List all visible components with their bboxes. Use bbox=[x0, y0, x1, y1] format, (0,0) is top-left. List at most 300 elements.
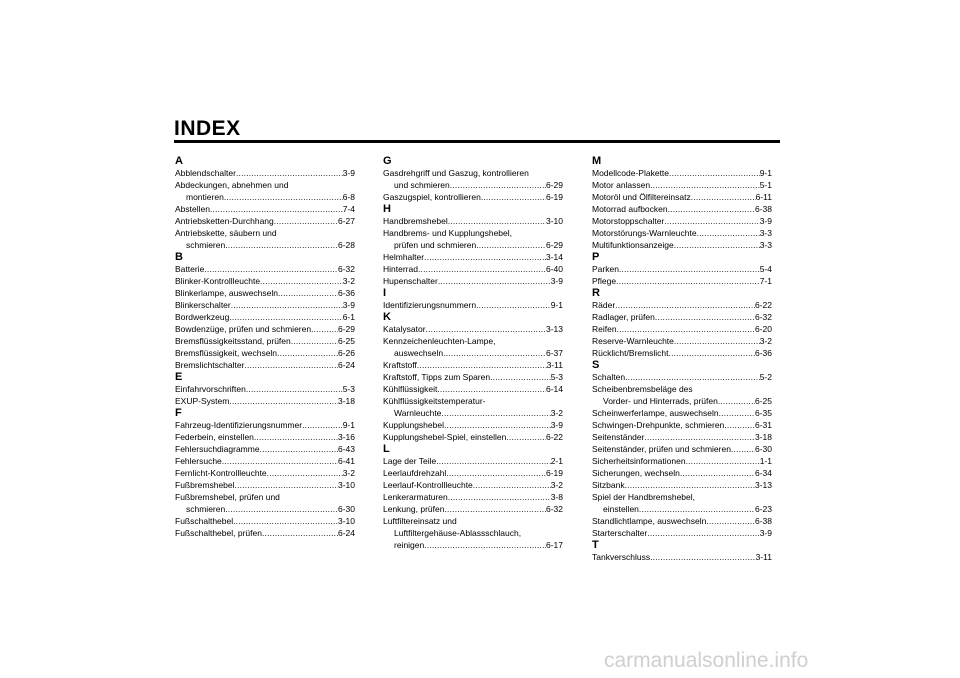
index-entry-text: Vorder- und Hinterrads, prüfen bbox=[603, 396, 718, 406]
leader-dots bbox=[619, 263, 760, 275]
index-entry-text: schmieren bbox=[186, 504, 226, 514]
leader-dots bbox=[669, 347, 755, 359]
leader-dots bbox=[668, 203, 755, 215]
index-page-number: 6-28 bbox=[337, 240, 355, 250]
leader-dots bbox=[204, 263, 338, 275]
index-entry bbox=[175, 347, 355, 359]
index-entry-line bbox=[592, 311, 772, 323]
index-entry-text: Bremsflüssigkeitsstand, prüfen bbox=[175, 336, 291, 346]
index-entry-line bbox=[175, 179, 355, 191]
index-page-number: 2-1 bbox=[550, 456, 563, 466]
index-page-number: 6-14 bbox=[545, 384, 563, 394]
index-entry bbox=[592, 515, 772, 527]
index-page-number: 3-3 bbox=[759, 228, 772, 238]
title-rule bbox=[174, 140, 780, 143]
index-entry bbox=[592, 227, 772, 239]
leader-dots bbox=[617, 323, 755, 335]
leader-dots bbox=[724, 419, 755, 431]
leader-dots bbox=[674, 239, 760, 251]
index-entry bbox=[175, 431, 355, 443]
index-entry-line bbox=[175, 335, 355, 347]
index-page-number: 3-2 bbox=[759, 336, 772, 346]
index-entry-line bbox=[383, 227, 563, 239]
index-entry bbox=[383, 371, 563, 383]
index-entry bbox=[383, 455, 563, 467]
index-page-number: 3-10 bbox=[337, 516, 355, 526]
index-entry-line bbox=[592, 299, 772, 311]
index-entry-text: Seitenständer bbox=[592, 432, 645, 442]
index-entry bbox=[592, 167, 772, 179]
index-entry-text: Reserve-Warnleuchte bbox=[592, 336, 674, 346]
index-entry-text: Standlichtlampe, auswechseln bbox=[592, 516, 707, 526]
index-entry-line bbox=[592, 371, 772, 383]
watermark: carmanualsonline.info bbox=[604, 649, 809, 672]
leader-dots bbox=[481, 191, 546, 203]
leader-dots bbox=[444, 503, 546, 515]
index-entry-line bbox=[383, 263, 563, 275]
index-entry-line bbox=[175, 227, 355, 239]
index-entry-line bbox=[175, 287, 355, 299]
index-column-1 bbox=[175, 155, 355, 539]
leader-dots bbox=[441, 407, 550, 419]
index-page-number: 6-8 bbox=[342, 192, 355, 202]
leader-dots bbox=[437, 383, 546, 395]
index-letter-heading: R bbox=[592, 287, 600, 299]
leader-dots bbox=[229, 311, 342, 323]
leader-dots bbox=[225, 503, 338, 515]
index-entry-text: Starterschalter bbox=[592, 528, 648, 538]
index-entry-line bbox=[175, 515, 355, 527]
index-page-number: 3-9 bbox=[342, 168, 355, 178]
index-entry bbox=[383, 227, 563, 251]
index-column-3 bbox=[592, 155, 772, 563]
index-entry-line bbox=[592, 383, 772, 395]
leader-dots bbox=[664, 215, 759, 227]
leader-dots bbox=[278, 287, 338, 299]
index-entry-line bbox=[592, 395, 772, 407]
index-entry bbox=[383, 251, 563, 263]
index-entry-text: Fehlersuche bbox=[175, 456, 222, 466]
index-entry-line bbox=[592, 551, 772, 563]
index-page-number: 6-29 bbox=[545, 180, 563, 190]
index-entry-line bbox=[383, 275, 563, 287]
index-entry-line bbox=[175, 503, 355, 515]
leader-dots bbox=[277, 347, 338, 359]
index-page-number: 6-20 bbox=[754, 324, 772, 334]
leader-dots bbox=[438, 275, 551, 287]
index-entry bbox=[175, 215, 355, 227]
index-entry-line bbox=[592, 515, 772, 527]
index-entry bbox=[175, 515, 355, 527]
index-entry bbox=[592, 323, 772, 335]
index-entry-line bbox=[383, 251, 563, 263]
leader-dots bbox=[302, 419, 343, 431]
index-entry bbox=[175, 227, 355, 251]
index-letter-heading: I bbox=[383, 287, 387, 299]
index-entry bbox=[592, 263, 772, 275]
index-entry-line bbox=[592, 431, 772, 443]
index-entry bbox=[383, 395, 563, 419]
index-column-2 bbox=[383, 155, 563, 551]
index-entry-text: Kraftstoff, Tipps zum Sparen bbox=[383, 372, 491, 382]
index-entry bbox=[592, 383, 772, 407]
index-letter-heading: L bbox=[383, 443, 390, 455]
index-page-number: 3-9 bbox=[550, 276, 563, 286]
index-entry-text: Motoröl und Ölfiltereinsatz bbox=[592, 192, 691, 202]
index-page-number: 3-11 bbox=[546, 360, 563, 370]
index-entry-text: Leerlaufdrehzahl bbox=[383, 468, 447, 478]
index-entry-text: Identifizierungsnummern bbox=[383, 300, 477, 310]
index-entry bbox=[592, 443, 772, 455]
index-entry bbox=[383, 167, 563, 191]
index-page-number: 6-36 bbox=[754, 348, 772, 358]
index-page-number: 6-32 bbox=[754, 312, 772, 322]
index-entry-line bbox=[383, 491, 563, 503]
index-entry-text: Luftfiltereinsatz und bbox=[383, 516, 457, 526]
index-page-number: 6-36 bbox=[337, 288, 355, 298]
index-entry bbox=[383, 431, 563, 443]
index-entry-line bbox=[175, 215, 355, 227]
index-entry bbox=[175, 335, 355, 347]
index-page-number: 6-23 bbox=[754, 504, 772, 514]
leader-dots bbox=[436, 455, 550, 467]
index-entry-line bbox=[175, 323, 355, 335]
index-entry-line bbox=[175, 191, 355, 203]
index-entry-line bbox=[592, 443, 772, 455]
index-entry-line bbox=[592, 239, 772, 251]
index-entry bbox=[383, 275, 563, 287]
leader-dots bbox=[262, 527, 338, 539]
index-letter-heading: M bbox=[592, 155, 602, 167]
index-entry bbox=[592, 431, 772, 443]
index-entry-text: auswechseln bbox=[394, 348, 444, 358]
leader-dots bbox=[506, 431, 546, 443]
index-entry-text: montieren bbox=[186, 192, 224, 202]
leader-dots bbox=[686, 455, 760, 467]
index-entry bbox=[592, 299, 772, 311]
index-entry-line bbox=[175, 275, 355, 287]
leader-dots bbox=[625, 479, 755, 491]
index-page-number: 6-26 bbox=[337, 348, 355, 358]
leader-dots bbox=[267, 467, 343, 479]
index-entry bbox=[383, 503, 563, 515]
index-entry-text: Tankverschluss bbox=[592, 552, 651, 562]
index-entry bbox=[175, 323, 355, 335]
index-entry-line bbox=[175, 395, 355, 407]
index-entry-line bbox=[175, 431, 355, 443]
index-entry bbox=[175, 419, 355, 431]
page-title: INDEX bbox=[174, 117, 241, 140]
leader-dots bbox=[210, 203, 343, 215]
index-entry bbox=[592, 203, 772, 215]
leader-dots bbox=[233, 515, 338, 527]
index-entry-text: Fußbremshebel bbox=[175, 480, 235, 490]
leader-dots bbox=[424, 251, 546, 263]
index-page-number: 3-2 bbox=[550, 480, 563, 490]
index-entry bbox=[383, 479, 563, 491]
index-page-number: 3-18 bbox=[754, 432, 772, 442]
index-entry-line bbox=[592, 419, 772, 431]
index-page-number: 7-4 bbox=[342, 204, 355, 214]
index-letter-heading: F bbox=[175, 407, 182, 419]
index-entry bbox=[175, 455, 355, 467]
index-page-number: 3-9 bbox=[759, 216, 772, 226]
leader-dots bbox=[674, 335, 760, 347]
index-entry-text: schmieren bbox=[186, 240, 226, 250]
index-page-number: 5-4 bbox=[759, 264, 772, 274]
leader-dots bbox=[731, 443, 755, 455]
index-entry-text: Luftfiltergehäuse-Ablassschlauch, bbox=[394, 528, 522, 538]
index-entry-text: Kraftstoff bbox=[383, 360, 417, 370]
index-entry-line bbox=[383, 191, 563, 203]
index-entry-text: Kühlflüssigkeit bbox=[383, 384, 438, 394]
index-entry-text: Multifunktionsanzeige bbox=[592, 240, 674, 250]
index-entry-text: Einfahrvorschriften bbox=[175, 384, 246, 394]
index-entry bbox=[383, 299, 563, 311]
index-page-number: 3-9 bbox=[550, 420, 563, 430]
leader-dots bbox=[231, 299, 343, 311]
leader-dots bbox=[490, 371, 551, 383]
index-entry-text: reinigen bbox=[394, 540, 425, 550]
leader-dots bbox=[446, 467, 546, 479]
index-entry-line bbox=[592, 407, 772, 419]
index-letter-heading: H bbox=[383, 203, 391, 215]
index-entry bbox=[175, 311, 355, 323]
index-entry-line bbox=[383, 323, 563, 335]
leader-dots bbox=[291, 335, 338, 347]
index-entry-line bbox=[383, 539, 563, 551]
leader-dots bbox=[222, 455, 338, 467]
index-entry-line bbox=[175, 527, 355, 539]
index-entry-line bbox=[175, 263, 355, 275]
index-entry-line bbox=[175, 167, 355, 179]
index-entry-text: einstellen bbox=[603, 504, 639, 514]
leader-dots bbox=[615, 299, 755, 311]
index-page-number: 6-32 bbox=[545, 504, 563, 514]
index-entry-text: Motorstoppschalter bbox=[592, 216, 665, 226]
index-page-number: 3-16 bbox=[337, 432, 355, 442]
index-entry-line bbox=[175, 239, 355, 251]
index-entry-line bbox=[592, 527, 772, 539]
index-entry-text: Gaszugspiel, kontrollieren bbox=[383, 192, 481, 202]
leader-dots bbox=[229, 395, 338, 407]
index-entry bbox=[592, 275, 772, 287]
index-entry-text: Schalten bbox=[592, 372, 626, 382]
index-entry-line bbox=[383, 395, 563, 407]
index-entry bbox=[592, 551, 772, 563]
leader-dots bbox=[311, 323, 338, 335]
index-page-number: 6-11 bbox=[755, 192, 772, 202]
index-entry bbox=[175, 203, 355, 215]
index-letter-heading: E bbox=[175, 371, 183, 383]
index-entry-line bbox=[383, 467, 563, 479]
index-entry-text: und schmieren bbox=[394, 180, 450, 190]
index-entry bbox=[592, 239, 772, 251]
index-entry-text: Sicherungen, wechseln bbox=[592, 468, 680, 478]
leader-dots bbox=[476, 239, 546, 251]
index-page-number: 9-1 bbox=[550, 300, 563, 310]
index-page-number: 3-3 bbox=[759, 240, 772, 250]
index-entry bbox=[592, 347, 772, 359]
index-letter-heading: S bbox=[592, 359, 600, 371]
leader-dots bbox=[426, 323, 546, 335]
leader-dots bbox=[655, 311, 755, 323]
index-entry-text: Motorrad aufbocken bbox=[592, 204, 668, 214]
index-entry bbox=[175, 287, 355, 299]
index-entry-text: Blinkerschalter bbox=[175, 300, 231, 310]
index-letter-heading: A bbox=[175, 155, 183, 167]
index-entry-text: Motorstörungs-Warnleuchte bbox=[592, 228, 697, 238]
index-entry-line bbox=[175, 491, 355, 503]
leader-dots bbox=[706, 515, 755, 527]
leader-dots bbox=[260, 275, 343, 287]
index-entry-text: Handbrems- und Kupplungshebel, bbox=[383, 228, 513, 238]
index-entry bbox=[592, 311, 772, 323]
leader-dots bbox=[443, 347, 546, 359]
index-entry-text: prüfen und schmieren bbox=[394, 240, 477, 250]
index-entry bbox=[175, 443, 355, 455]
index-page-number: 6-32 bbox=[337, 264, 355, 274]
index-letter-heading: B bbox=[175, 251, 183, 263]
index-entry bbox=[592, 407, 772, 419]
index-page-number: 3-10 bbox=[337, 480, 355, 490]
leader-dots bbox=[260, 443, 338, 455]
index-entry-line bbox=[175, 299, 355, 311]
index-entry-text: Bordwerkzeug bbox=[175, 312, 230, 322]
index-entry-text: Blinkerlampe, auswechseln bbox=[175, 288, 278, 298]
leader-dots bbox=[680, 467, 755, 479]
index-entry-text: Hinterrad bbox=[383, 264, 418, 274]
index-page-number: 6-1 bbox=[342, 312, 355, 322]
index-entry-line bbox=[383, 431, 563, 443]
index-page-number: 7-1 bbox=[759, 276, 772, 286]
index-entry-text: Modellcode-Plakette bbox=[592, 168, 670, 178]
index-entry-line bbox=[383, 347, 563, 359]
leader-dots bbox=[444, 419, 551, 431]
index-page-number: 6-25 bbox=[337, 336, 355, 346]
index-entry bbox=[383, 215, 563, 227]
index-page-number: 3-9 bbox=[342, 300, 355, 310]
leader-dots bbox=[691, 191, 756, 203]
index-entry-text: Kühlflüssigkeitstemperatur- bbox=[383, 396, 486, 406]
index-entry-line bbox=[592, 323, 772, 335]
index-entry-text: Sicherheitsinformationen bbox=[592, 456, 686, 466]
index-entry-line bbox=[592, 467, 772, 479]
leader-dots bbox=[417, 359, 547, 371]
index-entry-text: Parken bbox=[592, 264, 619, 274]
index-page-number: 5-3 bbox=[342, 384, 355, 394]
index-entry-text: Fernlicht-Kontrollleuchte bbox=[175, 468, 267, 478]
index-entry bbox=[592, 371, 772, 383]
index-entry-text: Federbein, einstellen bbox=[175, 432, 254, 442]
index-page-number: 9-1 bbox=[342, 420, 355, 430]
index-entry-text: Blinker-Kontrollleuchte bbox=[175, 276, 261, 286]
index-entry-line bbox=[592, 479, 772, 491]
index-entry bbox=[383, 335, 563, 359]
index-entry-line bbox=[383, 527, 563, 539]
leader-dots bbox=[719, 407, 755, 419]
index-entry-text: Pflege bbox=[592, 276, 617, 286]
index-entry-line bbox=[383, 179, 563, 191]
index-entry bbox=[175, 299, 355, 311]
index-entry-text: Katalysator bbox=[383, 324, 426, 334]
index-entry bbox=[175, 275, 355, 287]
index-entry-line bbox=[592, 203, 772, 215]
index-entry-text: Motor anlassen bbox=[592, 180, 651, 190]
index-entry-text: Antriebskette, säubern und bbox=[175, 228, 277, 238]
index-page-number: 6-38 bbox=[754, 516, 772, 526]
index-entry-text: Abdeckungen, abnehmen und bbox=[175, 180, 289, 190]
index-entry-text: Lenkerarmaturen bbox=[383, 492, 448, 502]
index-entry-text: Sitzbank bbox=[592, 480, 625, 490]
index-entry bbox=[175, 383, 355, 395]
index-entry-text: Scheinwerferlampe, auswechseln bbox=[592, 408, 719, 418]
index-entry-line bbox=[383, 383, 563, 395]
index-entry-text: Reifen bbox=[592, 324, 617, 334]
leader-dots bbox=[244, 359, 338, 371]
index-page-number: 3-18 bbox=[337, 396, 355, 406]
index-page-number: 6-41 bbox=[337, 456, 355, 466]
index-page-number: 6-19 bbox=[545, 468, 563, 478]
index-entry bbox=[175, 359, 355, 371]
index-entry bbox=[592, 419, 772, 431]
index-entry-line bbox=[383, 419, 563, 431]
index-entry bbox=[383, 515, 563, 551]
index-entry bbox=[175, 395, 355, 407]
index-entry-text: Kennzeichenleuchten-Lampe, bbox=[383, 336, 496, 346]
index-entry-line bbox=[383, 359, 563, 371]
index-entry-line bbox=[592, 191, 772, 203]
leader-dots bbox=[236, 167, 343, 179]
index-page-number: 3-14 bbox=[545, 252, 563, 262]
index-page-number: 3-2 bbox=[342, 468, 355, 478]
index-entry bbox=[175, 263, 355, 275]
index-entry-text: Fehlersuchdiagramme bbox=[175, 444, 260, 454]
index-entry-text: Räder bbox=[592, 300, 616, 310]
index-entry-line bbox=[175, 479, 355, 491]
index-page-number: 6-17 bbox=[545, 540, 563, 550]
index-entry-line bbox=[383, 215, 563, 227]
index-page-number: 6-38 bbox=[754, 204, 772, 214]
leader-dots bbox=[650, 179, 760, 191]
leader-dots bbox=[424, 539, 546, 551]
index-entry-line bbox=[175, 467, 355, 479]
index-page-number: 3-13 bbox=[545, 324, 563, 334]
index-entry bbox=[592, 479, 772, 491]
leader-dots bbox=[235, 479, 338, 491]
index-entry bbox=[383, 419, 563, 431]
index-entry-line bbox=[383, 167, 563, 179]
index-page-number: 6-25 bbox=[754, 396, 772, 406]
index-entry-text: Abstellen bbox=[175, 204, 210, 214]
leader-dots bbox=[274, 215, 338, 227]
index-page-number: 6-22 bbox=[754, 300, 772, 310]
index-entry-text: Helmhalter bbox=[383, 252, 425, 262]
index-entry bbox=[592, 455, 772, 467]
leader-dots bbox=[616, 275, 760, 287]
index-page-number: 6-43 bbox=[337, 444, 355, 454]
index-page-number: 6-22 bbox=[545, 432, 563, 442]
index-page-number: 6-40 bbox=[545, 264, 563, 274]
index-entry-line bbox=[592, 347, 772, 359]
index-entry-text: Handbremshebel bbox=[383, 216, 448, 226]
index-entry-line bbox=[175, 359, 355, 371]
leader-dots bbox=[450, 179, 546, 191]
index-letter-heading: T bbox=[592, 539, 599, 551]
index-page-number: 5-2 bbox=[759, 372, 772, 382]
index-entry-text: Fußschalthebel, prüfen bbox=[175, 528, 262, 538]
leader-dots bbox=[718, 395, 755, 407]
